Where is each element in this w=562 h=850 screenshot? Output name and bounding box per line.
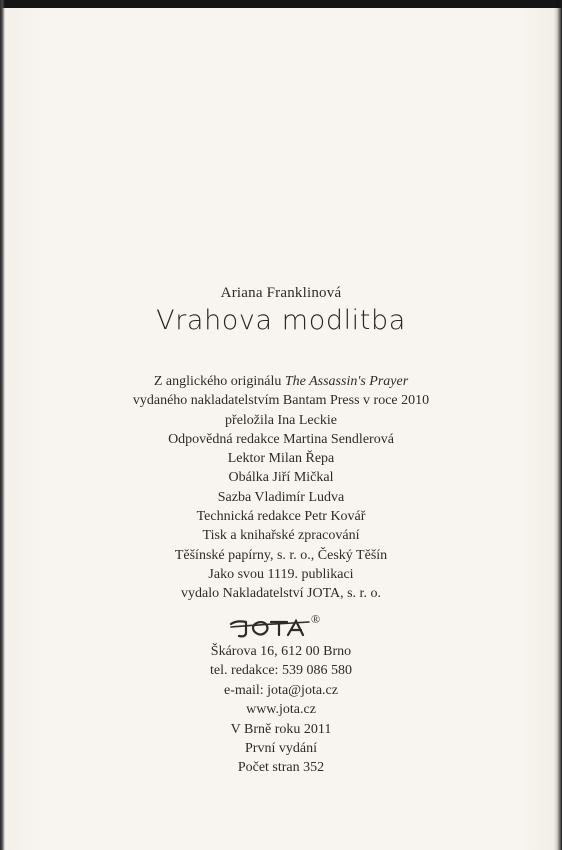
address-line: V Brně roku 2011: [230, 721, 332, 737]
credits-line: Tisk a knihařské zpracování: [202, 528, 360, 544]
credits-line: Technická redakce Petr Kovář: [196, 509, 366, 525]
credits-original-line: [0, 372, 562, 391]
credits-line: Odpovědná redakce Martina Sendlerová: [168, 431, 394, 447]
registered-mark: ®: [311, 612, 321, 626]
credits-line: Obálka Jiří Mičkal: [228, 470, 334, 486]
address-line: Škárova 16, 612 00 Brno: [210, 644, 352, 659]
author-name: Ariana Franklinová: [220, 285, 342, 301]
address-line: e-mail: jota@jota.cz: [224, 682, 338, 698]
credits-line: vydalo Nakladatelství JOTA, s. r. o.: [181, 586, 381, 602]
address-line: Počet stran 352: [237, 760, 325, 776]
jota-logo-icon: [225, 612, 337, 640]
credits-original-title: The Assassin's Prayer: [284, 374, 409, 389]
credits-line: Sazba Vladimír Ludva: [217, 489, 345, 505]
credits-line: Jako svou 1119. publikaci: [208, 566, 354, 582]
credits-original-prefix: Z anglického originálu: [153, 374, 285, 389]
address-line: První vydání: [245, 741, 317, 757]
publisher-logo: [0, 612, 562, 642]
address-line: www.jota.cz: [246, 702, 316, 718]
publisher-address: [0, 642, 562, 778]
page-top-edge: [0, 0, 562, 8]
book-title: Vrahova modlitba: [156, 305, 406, 336]
credits-line: přeložila Ina Leckie: [225, 412, 337, 428]
credits-block: [0, 372, 562, 604]
credits-line: vydaného nakladatelstvím Bantam Press v roce 2010: [132, 393, 430, 409]
address-line: tel. redakce: 539 086 580: [210, 663, 352, 679]
credits-line: Lektor Milan Řepa: [227, 451, 335, 467]
credits-line: Těšínské papírny, s. r. o., Český Těšín: [174, 547, 388, 563]
